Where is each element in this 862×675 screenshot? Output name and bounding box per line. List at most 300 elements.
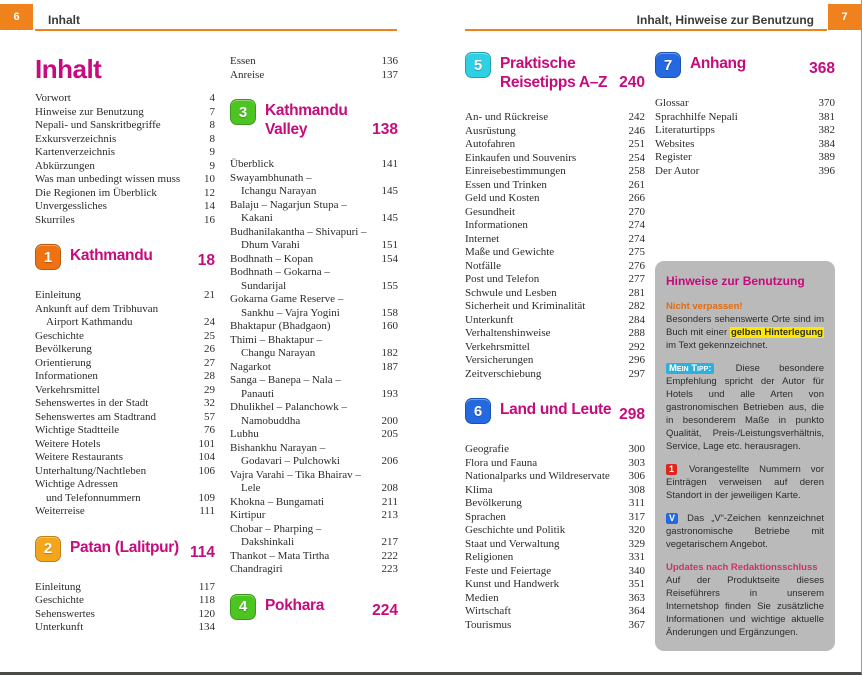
entry-label: Chobar – Pharping – Dakshinkali [230,522,322,548]
entry-page-number: 9 [209,146,215,158]
section-number-badge: 2 [35,536,61,562]
entry-label-continuation: Panauti [241,387,274,400]
entry-label: Sehenswertes in der Stadt [35,397,149,409]
entry-label-continuation: Godavari – Pulchowki [241,455,340,467]
entry-label: Unterkunft [465,313,514,326]
section-page-number: 114 [189,543,215,561]
entry-page-number: 303 [628,456,645,469]
entry-label: Weiterreise [35,505,85,517]
entry-label: Bevölkerung [35,343,92,355]
entry-page-number: 8 [209,132,215,145]
section-title: Anhang [690,55,746,72]
toc-entry [230,253,398,267]
toc-entry [230,428,398,442]
entry-page-number: 296 [628,354,645,366]
entry-page-number: 7 [209,105,215,118]
section-number-badge: 7 [655,52,681,78]
entry-label: Chandragiri [230,563,283,575]
entry-page-number: 275 [628,246,645,258]
entry-label-continuation: und Telefonnummern [46,491,141,504]
entry-page-number: 120 [198,607,215,620]
entry-label: Wirtschaft [465,605,511,617]
toc-entry [35,608,215,622]
entry-label: Unterkunft [35,621,84,633]
toc-entry [465,368,645,382]
section-title: Kathmandu [70,247,153,264]
section-number-badge: 5 [465,52,491,78]
toc-entry [655,165,835,179]
toc-entry [35,214,215,228]
info-paragraph-text [666,463,824,502]
entry-label-continuation: Lele [241,482,261,494]
entry-page-number: 28 [204,370,215,382]
toc-column-left-1 [35,55,215,635]
entry-label: Notfälle [465,259,502,272]
entry-label: Thankot – Mata Tirtha [230,549,330,562]
entry-page-number: 24 [204,316,215,328]
entry-label: Informationen [35,370,98,382]
section-title: Pokhara [265,596,325,614]
entry-page-number: 160 [381,320,398,332]
entry-page-number: 370 [818,97,835,109]
toc-entry [35,621,215,635]
entry-label: Nepali- und Sanskritbegriffe [35,119,161,131]
entry-page-number: 25 [204,329,215,342]
entry-label: Medien [465,591,499,604]
entry-page-number: 206 [381,455,398,467]
toc-entry [465,497,645,511]
entry-page-number: 223 [381,563,398,575]
toc-entry-group [465,443,645,632]
entry-page-number: 137 [381,68,398,81]
entry-page-number: 266 [628,192,645,204]
map-badge: 1 [666,464,677,475]
entry-label: Gokarna Game Reserve – Sankhu – Vajra Yogini [230,293,344,319]
entry-label: Die Regionen im Überblick [35,186,157,199]
entry-label: Einleitung [35,289,81,301]
entry-page-number: 187 [381,360,398,373]
toc-entry [230,374,398,401]
toc-entry [35,370,215,384]
text-segment: gelben Hinterlegung [730,327,823,338]
entry-label: Bhaktapur (Bhadgaon) [230,320,331,332]
entry-page-number: 16 [204,213,215,226]
entry-label: Schwule und Lesben [465,286,557,299]
entry-label: Klima [465,483,493,496]
entry-label-continuation: Kakani [241,212,273,224]
toc-entry [35,119,215,133]
entry-page-number: 281 [628,286,645,299]
entry-page-number: 12 [204,186,215,199]
entry-label: Geschichte [35,594,84,606]
entry-label-continuation: Sankhu – Vajra Yogini [241,306,340,319]
toc-entry [230,293,398,320]
entry-label: Khokna – Bungamati [230,495,325,508]
entry-label: Ausrüstung [465,124,516,137]
entry-label: Zeitverschiebung [465,367,542,380]
page-number-box-right [828,4,861,30]
entry-label: An- und Rückreise [465,111,549,123]
entry-page-number: 384 [818,137,835,150]
entry-label: Kartenverzeichnis [35,146,116,158]
entry-label: Bodhnath – Kopan [230,252,314,265]
entry-label: Balaju – Nagarjun Stupa – Kakani [230,198,347,224]
entry-page-number: 300 [628,443,645,455]
toc-entry [35,200,215,214]
entry-label: Geschichte [35,329,84,342]
entry-label: Literaturtipps [655,124,715,136]
toc-entry [230,509,398,523]
section-heading [465,52,645,92]
entry-page-number: 182 [381,347,398,359]
toc-entry [35,397,215,411]
toc-entry [230,469,398,496]
entry-label: Sprachen [465,510,506,523]
entry-label: Verkehrsmittel [465,340,530,353]
entry-page-number: 32 [204,397,215,409]
entry-label: Skurriles [35,213,75,226]
entry-page-number: 389 [818,151,835,163]
entry-page-number: 4 [209,92,215,104]
entry-label: Feste und Feiertage [465,564,552,577]
entry-page-number: 308 [628,483,645,496]
entry-label: Ankunft auf dem Tribhuvan Airport Kathmandu [35,302,159,328]
entry-label: Versicherungen [465,354,534,366]
entry-page-number: 396 [818,164,835,177]
toc-entry [465,470,645,484]
text-segment: Diese besondere Empfehlung spricht der Autor für Hotels und alle Arten von gastronomischen Betrieben aus, die in besonderem Maße in punkto Qualität, Preis-/Leistungsverhältnis, Service, Lage etc. herausragen. [666,363,824,452]
entry-page-number: 292 [628,340,645,353]
section-page-number: 18 [197,252,215,269]
entry-page-number: 246 [628,124,645,137]
toc-entry-group [35,92,215,227]
toc-entry [465,457,645,471]
entry-label: Dhulikhel – Palanchowk – Namobuddha [230,401,348,427]
toc-entry [465,125,645,139]
toc-entry [230,158,398,172]
entry-label: Abkürzungen [35,159,95,172]
info-paragraph [666,512,824,551]
header-rule-left [35,29,397,31]
entry-label: Geschichte und Politik [465,524,566,536]
entry-page-number: 340 [628,564,645,577]
page-number-box-left [0,4,33,30]
entry-page-number: 254 [628,151,645,164]
entry-label: Verkehrsmittel [35,383,100,396]
info-paragraph-heading: Nicht verpassen! [666,301,743,312]
toc-entry [35,146,215,160]
text-segment: im Text gekennzeichnet. [666,340,768,351]
entry-label: Sanga – Banepa – Nala – Panauti [230,374,341,400]
entry-page-number: 145 [381,185,398,197]
toc-entry [230,523,398,550]
toc-entry [230,226,398,253]
toc-entry [465,327,645,341]
toc-entry [35,133,215,147]
entry-page-number: 117 [198,580,215,593]
toc-entry [465,165,645,179]
entry-page-number: 155 [381,279,398,292]
entry-label: Essen [230,55,256,67]
toc-entry [465,605,645,619]
toc-entry [465,619,645,633]
toc-entry [35,478,215,505]
toc-entry [465,341,645,355]
toc-entry [230,69,398,83]
toc-entry [465,314,645,328]
usage-notes-box [655,261,835,651]
toc-entry [465,273,645,287]
toc-entry [230,199,398,226]
toc-entry [35,451,215,465]
entry-page-number: 141 [381,158,398,170]
entry-page-number: 211 [381,495,398,508]
toc-entry [465,565,645,579]
section-heading [35,536,215,562]
toc-entry [465,578,645,592]
toc-entry [35,357,215,371]
text-segment: Das „V“-Zeichen kennzeichnet gastronomische Betriebe mit vegetarischem Angebot. [666,513,824,550]
section-number-badge: 4 [230,594,256,620]
toc-entry [35,411,215,425]
entry-label: Websites [655,137,695,150]
toc-entry-group [465,111,645,381]
toc-entry [35,303,215,330]
toc-column-right-2 [655,52,835,651]
toc-entry [465,192,645,206]
entry-label: Weitere Restaurants [35,451,123,463]
toc-entry [230,266,398,293]
info-paragraph [666,362,824,453]
entry-page-number: 145 [381,212,398,224]
entry-page-number: 363 [628,591,645,604]
section-page-number: 368 [809,60,835,77]
entry-label: Was man unbedingt wissen muss [35,173,181,185]
entry-label: Gesundheit [465,205,516,218]
entry-label: Vorwort [35,92,71,104]
info-box-title: Hinweise zur Benutzung [666,274,805,288]
section-heading [465,398,645,424]
entry-label: Religionen [465,551,514,563]
entry-label: Essen und Trinken [465,178,547,191]
entry-page-number: 213 [381,509,398,521]
entry-page-number: 274 [628,219,645,231]
toc-entry [35,92,215,106]
section-title: Kathmandu Valley [265,102,348,138]
entry-page-number: 57 [204,410,215,423]
entry-label: Sprachhilfe Nepali [655,110,738,123]
entry-page-number: 277 [628,273,645,285]
toc-entry [465,138,645,152]
entry-page-number: 106 [198,464,215,477]
entry-label: Staat und Verwaltung [465,537,560,550]
entry-label: Bishankhu Narayan – Godavari – Pulchowki [230,441,340,467]
entry-page-number: 261 [628,178,645,191]
toc-entry [655,97,835,111]
entry-label-continuation: Dakshinkali [241,536,295,548]
toc-entry [465,152,645,166]
toc-entry [465,443,645,457]
toc-entry [465,111,645,125]
toc-entry [35,160,215,174]
entry-label-continuation: Namobuddha [241,414,301,427]
entry-label: Swayambhunath – Ichangu Narayan [230,171,317,197]
entry-label: Sehenswertes am Stadtrand [35,410,156,423]
toc-entry [465,592,645,606]
toc-column-left-2 [230,55,398,639]
text-segment: Besonders sehenswerte Orte sind im Buch mit einer [666,314,824,338]
text-segment: Vorangestellte Nummern vor Einträgen verweisen auf deren Standort in der jeweiligen Karte. [666,464,824,501]
info-paragraph-text [666,512,824,551]
entry-label: Kunst und Handwerk [465,578,560,590]
toc-entry [230,361,398,375]
toc-entry [655,111,835,125]
section-title: Patan (Lalitpur) [70,538,179,556]
entry-page-number: 158 [381,306,398,319]
entry-page-number: 217 [381,536,398,548]
entry-label: Weitere Hotels [35,437,101,450]
section-heading [655,52,835,78]
toc-entry [230,401,398,428]
toc-entry-group [230,158,398,577]
entry-page-number: 76 [204,424,215,436]
entry-page-number: 136 [381,55,398,67]
toc-entry [465,524,645,538]
toc-entry-group [35,289,215,519]
entry-page-number: 317 [628,510,645,523]
entry-label: Verhaltenshinweise [465,327,551,339]
entry-page-number: 270 [628,205,645,218]
entry-label: Orientierung [35,356,92,369]
toc-entry [465,206,645,220]
entry-label: Bevölkerung [465,497,522,509]
header-title-left: Inhalt [48,13,80,27]
toc-entry [35,594,215,608]
toc-entry [35,106,215,120]
toc-entry [465,538,645,552]
info-paragraph [666,300,824,352]
section-page-number: 298 [619,406,645,423]
section-page-number: 138 [372,121,398,138]
entry-page-number: 151 [381,239,398,251]
section-page-number: 224 [372,601,398,619]
entry-label: Budhanilakantha – Shivapuri – Dhum Varahi [230,225,367,251]
section-number-badge: 6 [465,398,491,424]
entry-page-number: 382 [818,124,835,136]
entry-page-number: 284 [628,313,645,326]
entry-page-number: 381 [818,110,835,123]
info-paragraph-text [666,574,824,639]
entry-page-number: 29 [204,383,215,396]
toc-entry [230,320,398,334]
entry-label: Glossar [655,97,689,109]
toc-entry [35,438,215,452]
toc-entry [35,187,215,201]
entry-label: Kirtipur [230,509,266,521]
toc-entry [655,138,835,152]
toc-entry [465,179,645,193]
entry-label: Einkaufen und Souvenirs [465,151,577,164]
toc-entry [465,511,645,525]
entry-label: Thimi – Bhaktapur – Changu Narayan [230,333,322,359]
entry-label-continuation: Airport Kathmandu [46,316,133,328]
entry-label: Einleitung [35,580,81,593]
veg-badge: V [666,513,678,524]
toc-entry [465,219,645,233]
toc-entry [230,334,398,361]
entry-page-number: 311 [628,497,645,509]
entry-page-number: 251 [628,138,645,150]
toc-entry [35,173,215,187]
entry-page-number: 109 [198,491,215,504]
toc-entry [35,505,215,519]
entry-page-number: 200 [381,414,398,427]
entry-page-number: 306 [628,470,645,482]
entry-label: Sicherheit und Kriminalität [465,300,586,312]
toc-entry-group [35,581,215,635]
toc-entry [465,551,645,565]
entry-label: Register [655,151,692,163]
info-paragraph [666,561,824,639]
entry-page-number: 205 [381,428,398,440]
toc-entry [655,124,835,138]
entry-page-number: 14 [204,200,215,212]
page-number-left: 6 [13,11,20,23]
entry-page-number: 134 [198,621,215,633]
toc-entry [465,233,645,247]
entry-page-number: 9 [209,159,215,172]
toc-entry [465,300,645,314]
toc-title: Inhalt [35,54,102,84]
section-heading [230,594,398,620]
entry-page-number: 320 [628,524,645,536]
entry-page-number: 193 [381,387,398,400]
entry-page-number: 21 [204,289,215,301]
entry-page-number: 111 [199,505,215,517]
entry-label: Internet [465,232,500,245]
entry-label-continuation: Changu Narayan [241,347,316,359]
section-page-number: 240 [619,74,645,91]
toc-entry [230,55,398,69]
entry-page-number: 331 [628,551,645,563]
section-number-badge: 1 [35,244,61,270]
entry-page-number: 364 [628,605,645,617]
toc-entry [35,289,215,303]
toc-entry [465,484,645,498]
entry-page-number: 118 [198,594,215,606]
entry-label: Unterhaltung/Nachtleben [35,464,147,477]
toc-entry [465,354,645,368]
toc-entry-group [230,55,398,82]
entry-label: Geografie [465,443,509,455]
entry-label: Exkursverzeichnis [35,132,117,145]
section-heading [230,99,398,139]
entry-page-number: 351 [628,578,645,590]
entry-page-number: 154 [381,252,398,265]
entry-label: Einreisebestimmungen [465,165,566,177]
entry-label: Vajra Varahi – Tika Bhairav – Lele [230,468,361,494]
entry-label: Autofahren [465,138,516,150]
toc-entry [35,581,215,595]
entry-page-number: 367 [628,618,645,631]
entry-page-number: 274 [628,232,645,245]
toc-entry [35,424,215,438]
entry-page-number: 10 [204,173,215,185]
entry-label: Post und Telefon [465,273,540,285]
entry-label: Nationalparks und Wildreservate [465,470,610,482]
info-paragraph-heading: Updates nach Redaktionsschluss [666,562,818,573]
entry-label: Unvergessliches [35,200,107,212]
